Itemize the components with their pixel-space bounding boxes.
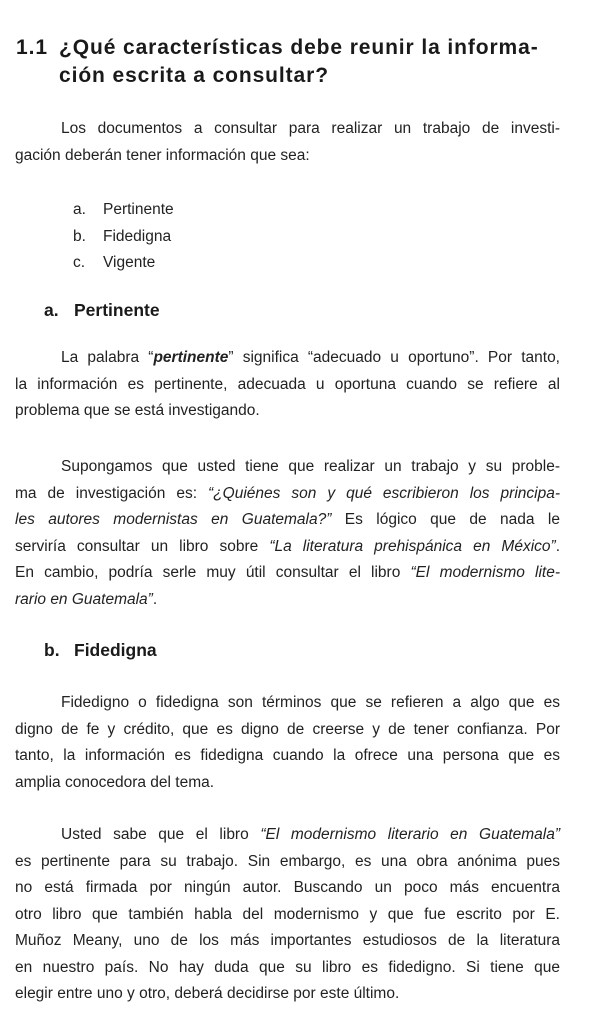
subheading-pertinente xyxy=(44,300,160,321)
subheading-label: Pertinente xyxy=(74,300,160,320)
text-run: La palabra “ xyxy=(61,349,154,366)
fidedigna-paragraph-2 xyxy=(15,822,560,1008)
pertinente-paragraph-2 xyxy=(15,454,560,613)
text-run: ” significa “adecuado u oportuno”. Por tanto, xyxy=(228,349,560,366)
list-marker: c. xyxy=(73,254,86,271)
text-run: serviría consultar un libro sobre xyxy=(15,537,270,555)
text-line: Supongamos que usted tiene que realizar un trabajo y su proble- xyxy=(61,458,560,475)
list-item xyxy=(73,197,174,224)
text-run: ma de investigación es: xyxy=(15,484,209,502)
text-line xyxy=(15,534,560,561)
text-line: digno de fe y crédito, que es digno de creerse y de tener confianza. Por xyxy=(15,720,560,738)
italic-run: “El modernismo lite- xyxy=(410,564,560,581)
section-title-line: ción escrita a consultar? xyxy=(59,64,329,87)
subheading-marker: a. xyxy=(44,300,59,320)
text-line: amplia conocedora del tema. xyxy=(15,773,215,791)
intro-paragraph xyxy=(15,116,560,169)
italic-run: “¿Quiénes son y qué escribieron los principa- xyxy=(208,484,560,502)
italic-run: “El modernismo literario en Guatemala” xyxy=(260,826,560,843)
text-line xyxy=(15,822,560,849)
text-run: . xyxy=(555,537,560,555)
list-item xyxy=(73,250,174,277)
text-run: En cambio, podría serle muy útil consultar el libro xyxy=(15,564,411,581)
list-item-label: Fidedigna xyxy=(103,227,172,245)
text-line: Fidedigno o fidedigna son términos que se refieren a algo que es xyxy=(61,694,560,711)
text-line xyxy=(15,481,560,508)
pertinente-paragraph-1 xyxy=(15,345,560,425)
text-line: en nuestro país. No hay duda que su libro es fidedigno. Si tiene que xyxy=(15,958,560,976)
section-number: 1.1 xyxy=(16,36,48,59)
text-line: es pertinente para su trabajo. Sin embargo, es una obra anónima pues xyxy=(15,852,560,870)
text-line: Muñoz Meany, uno de los más importantes estudiosos de la literatura xyxy=(15,932,560,949)
text-run: Usted sabe que el libro xyxy=(61,826,261,843)
list-item-label: Vigente xyxy=(103,254,156,271)
text-line: problema que se está investigando. xyxy=(15,402,260,419)
italic-run: rario en Guatemala” xyxy=(15,590,153,608)
italic-run: “La literatura prehispánica en México” xyxy=(269,537,556,555)
text-line: otro libro que también habla del modernismo y que fue escrito por E. xyxy=(15,905,560,923)
text-line: gación deberán tener información que sea: xyxy=(15,146,310,164)
subheading-marker: b. xyxy=(44,640,60,660)
text-run: . xyxy=(152,590,158,608)
list-item-label: Pertinente xyxy=(103,201,174,218)
fidedigna-paragraph-1 xyxy=(15,690,560,796)
text-line: tanto, la información es fidedigna cuando la ofrece una persona que es xyxy=(15,747,560,764)
list-marker: a. xyxy=(73,201,86,218)
subheading-label: Fidedigna xyxy=(74,640,157,660)
characteristics-list xyxy=(73,197,174,277)
text-line: Los documentos a consultar para realizar un trabajo de investi- xyxy=(61,120,560,137)
text-line: elegir entre uno y otro, deberá decidirse por este último. xyxy=(15,985,400,1002)
subheading-fidedigna xyxy=(44,640,157,661)
text-line: la información es pertinente, adecuada u oportuna cuando se refiere al xyxy=(15,375,560,393)
text-line xyxy=(15,560,560,587)
emphasis-term: pertinente xyxy=(153,349,229,366)
section-title-line: ¿Qué características debe reunir la informa- xyxy=(59,36,539,59)
text-line xyxy=(15,507,560,534)
list-item xyxy=(73,224,174,251)
text-run: Es lógico que de nada le xyxy=(331,511,560,528)
text-line xyxy=(15,345,560,372)
list-marker: b. xyxy=(73,227,86,245)
text-line: no está firmada por ningún autor. Buscando un poco más encuentra xyxy=(15,879,560,896)
text-line xyxy=(15,587,560,614)
italic-run: les autores modernistas en Guatemala?” xyxy=(15,511,332,528)
